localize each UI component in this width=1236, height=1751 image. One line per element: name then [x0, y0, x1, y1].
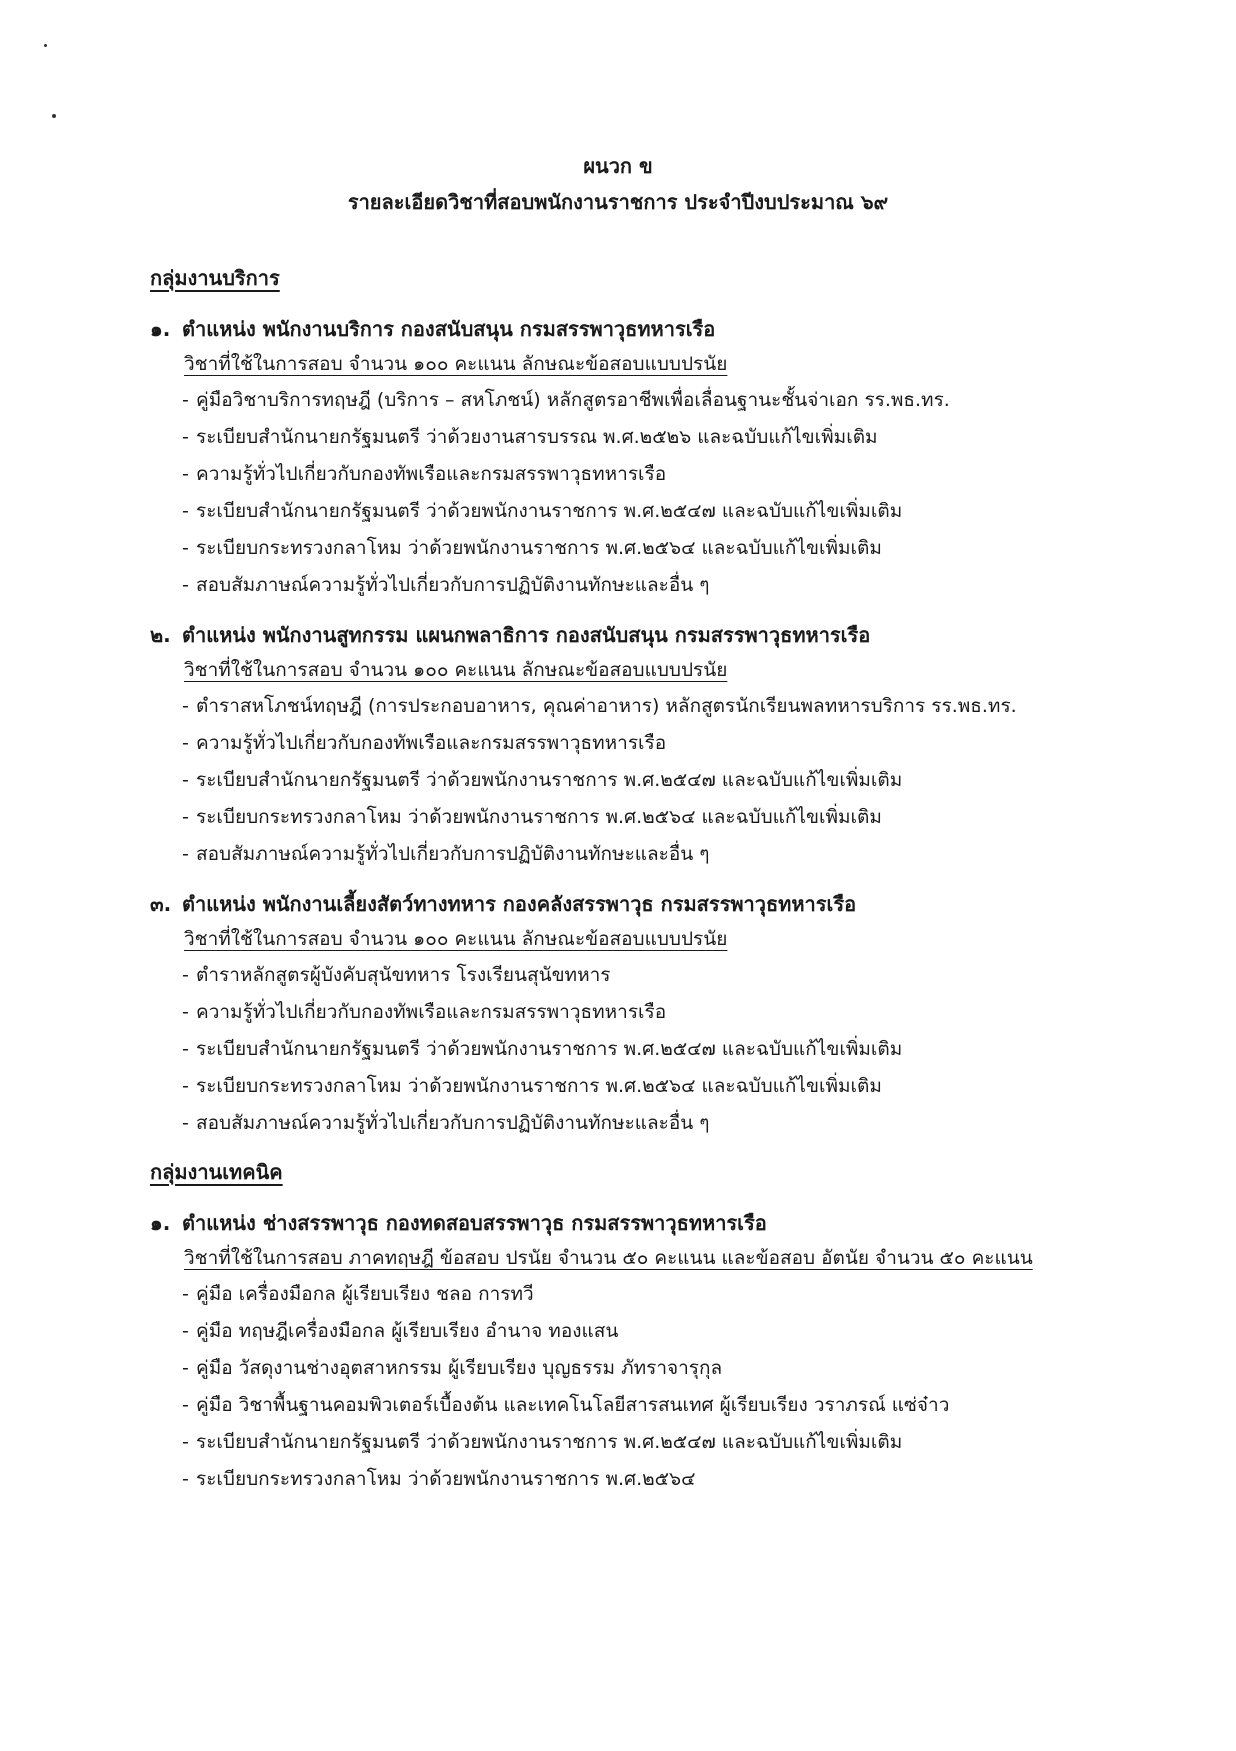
subject-text: ตำราสหโภชน์ทฤษฎี (การประกอบอาหาร, คุณค่าอาหาร) หลักสูตรนักเรียนพลทหารบริการ รร.พธ.ทร.: [196, 695, 1017, 717]
subject-text: ระเบียบสำนักนายกรัฐมนตรี ว่าด้วยพนักงานราชการ พ.ศ.๒๕๔๗ และฉบับแก้ไขเพิ่มเติม: [196, 769, 903, 791]
bullet-dash: -: [182, 1431, 189, 1453]
subject-list: [150, 957, 1190, 1142]
subject-item: [182, 1424, 1190, 1461]
subject-text: ระเบียบกระทรวงกลาโหม ว่าด้วยพนักงานราชการ พ.ศ.๒๕๖๔ และฉบับแก้ไขเพิ่มเติม: [196, 537, 882, 559]
subject-text: คู่มือวิชาบริการทฤษฎี (บริการ – สหโภชน์) หลักสูตรอาชีพเพื่อเลื่อนฐานะชั้นจ่าเอก รร.พธ.ทร.: [196, 389, 950, 411]
subject-item: [182, 799, 1190, 836]
position-block: [150, 312, 1190, 604]
subject-item: [182, 1031, 1190, 1068]
bullet-dash: -: [182, 463, 189, 485]
subject-text: ความรู้ทั่วไปเกี่ยวกับกองทัพเรือและกรมสรรพาวุธทหารเรือ: [196, 732, 667, 754]
bullet-dash: -: [182, 537, 189, 559]
subject-text: ระเบียบกระทรวงกลาโหม ว่าด้วยพนักงานราชการ พ.ศ.๒๕๖๔ และฉบับแก้ไขเพิ่มเติม: [196, 1075, 882, 1097]
bullet-dash: -: [182, 1394, 189, 1416]
bullet-dash: -: [182, 695, 189, 717]
subject-text: ระเบียบสำนักนายกรัฐมนตรี ว่าด้วยพนักงานราชการ พ.ศ.๒๕๔๗ และฉบับแก้ไขเพิ่มเติม: [196, 500, 903, 522]
subject-text: ระเบียบกระทรวงกลาโหม ว่าด้วยพนักงานราชการ พ.ศ.๒๕๖๔: [196, 1468, 696, 1490]
subject-item: [182, 530, 1190, 567]
bullet-dash: -: [182, 1283, 189, 1305]
bullet-dash: -: [182, 732, 189, 754]
subject-item: [182, 382, 1190, 419]
subject-item: [182, 994, 1190, 1031]
main-title: รายละเอียดวิชาที่สอบพนักงานราชการ ประจำปีงบประมาณ ๖๙: [347, 190, 889, 214]
subject-text: ความรู้ทั่วไปเกี่ยวกับกองทัพเรือและกรมสรรพาวุธทหารเรือ: [196, 1001, 667, 1023]
bullet-dash: -: [182, 769, 189, 791]
subject-item: [182, 836, 1190, 873]
scan-speck: [44, 44, 47, 47]
subject-item: [182, 1387, 1190, 1424]
exam-info: วิชาที่ใช้ในการสอบ จำนวน ๑๐๐ คะแนน ลักษณะข้อสอบแบบปรนัย: [184, 928, 728, 950]
subject-item: [182, 1313, 1190, 1350]
subject-item: [182, 762, 1190, 799]
subject-text: คู่มือ วัสดุงานช่างอุตสาหกรรม ผู้เรียบเรียง บุญธรรม ภัทราจารุกุล: [196, 1357, 723, 1379]
subject-list: [150, 1276, 1190, 1498]
subject-item: [182, 456, 1190, 493]
group-section: [150, 262, 1190, 1142]
subject-text: คู่มือ ทฤษฎีเครื่องมือกล ผู้เรียบเรียง อำนาจ ทองแสน: [196, 1320, 619, 1342]
bullet-dash: -: [182, 1075, 189, 1097]
subject-text: ระเบียบกระทรวงกลาโหม ว่าด้วยพนักงานราชการ พ.ศ.๒๕๖๔ และฉบับแก้ไขเพิ่มเติม: [196, 806, 882, 828]
position-title: [150, 887, 1190, 921]
subject-item: [182, 957, 1190, 994]
title-block: [0, 148, 1236, 220]
bullet-dash: -: [182, 426, 189, 448]
bullet-dash: -: [182, 1320, 189, 1342]
exam-info: วิชาที่ใช้ในการสอบ จำนวน ๑๐๐ คะแนน ลักษณะข้อสอบแบบปรนัย: [184, 659, 728, 681]
document-content: [150, 262, 1190, 1512]
subject-item: [182, 725, 1190, 762]
subject-item: [182, 1350, 1190, 1387]
subject-item: [182, 1276, 1190, 1313]
scan-speck: [52, 114, 56, 118]
group-section: [150, 1156, 1190, 1498]
bullet-dash: -: [182, 964, 189, 986]
position-title: [150, 618, 1190, 652]
bullet-dash: -: [182, 806, 189, 828]
subject-text: ความรู้ทั่วไปเกี่ยวกับกองทัพเรือและกรมสรรพาวุธทหารเรือ: [196, 463, 667, 485]
subject-text: ระเบียบสำนักนายกรัฐมนตรี ว่าด้วยพนักงานราชการ พ.ศ.๒๕๔๗ และฉบับแก้ไขเพิ่มเติม: [196, 1038, 903, 1060]
position-block: [150, 1206, 1190, 1498]
annex-title: ผนวก ข: [583, 154, 653, 178]
position-block: [150, 618, 1190, 873]
subject-item: [182, 493, 1190, 530]
position-name: ตำแหน่ง พนักงานเลี้ยงสัตว์ทางทหาร กองคลังสรรพาวุธ กรมสรรพาวุธทหารเรือ: [182, 892, 857, 916]
position-number: ๓.: [150, 892, 172, 916]
subject-text: ตำราหลักสูตรผู้บังคับสุนัขทหาร โรงเรียนสุนัขทหาร: [196, 964, 611, 986]
bullet-dash: -: [182, 574, 189, 596]
bullet-dash: -: [182, 843, 189, 865]
bullet-dash: -: [182, 389, 189, 411]
position-number: ๑.: [150, 317, 171, 341]
group-heading: กลุ่มงานเทคนิค: [150, 1160, 283, 1184]
subject-list: [150, 688, 1190, 873]
bullet-dash: -: [182, 1112, 189, 1134]
subject-text: สอบสัมภาษณ์ความรู้ทั่วไปเกี่ยวกับการปฏิบัติงานทักษะและอื่น ๆ: [196, 843, 710, 865]
subject-text: ระเบียบสำนักนายกรัฐมนตรี ว่าด้วยงานสารบรรณ พ.ศ.๒๕๒๖ และฉบับแก้ไขเพิ่มเติม: [196, 426, 878, 448]
bullet-dash: -: [182, 1357, 189, 1379]
position-name: ตำแหน่ง พนักงานบริการ กองสนับสนุน กรมสรรพาวุธทหารเรือ: [182, 317, 716, 341]
subject-item: [182, 1068, 1190, 1105]
subject-item: [182, 567, 1190, 604]
subject-item: [182, 419, 1190, 456]
exam-info: วิชาที่ใช้ในการสอบ จำนวน ๑๐๐ คะแนน ลักษณะข้อสอบแบบปรนัย: [184, 353, 728, 375]
bullet-dash: -: [182, 1001, 189, 1023]
subject-text: คู่มือ วิชาพื้นฐานคอมพิวเตอร์เบื้องต้น และเทคโนโลยีสารสนเทศ ผู้เรียบเรียง วราภรณ์ แซ่จ๋าว: [196, 1394, 950, 1416]
position-name: ตำแหน่ง พนักงานสูทกรรม แผนกพลาธิการ กองสนับสนุน กรมสรรพาวุธทหารเรือ: [182, 623, 871, 647]
subject-text: สอบสัมภาษณ์ความรู้ทั่วไปเกี่ยวกับการปฏิบัติงานทักษะและอื่น ๆ: [196, 1112, 710, 1134]
position-number: ๑.: [150, 1211, 171, 1235]
bullet-dash: -: [182, 1468, 189, 1490]
position-title: [150, 312, 1190, 346]
subject-list: [150, 382, 1190, 604]
group-heading: กลุ่มงานบริการ: [150, 266, 280, 290]
subject-text: คู่มือ เครื่องมือกล ผู้เรียบเรียง ชลอ การทวี: [196, 1283, 534, 1305]
subject-text: สอบสัมภาษณ์ความรู้ทั่วไปเกี่ยวกับการปฏิบัติงานทักษะและอื่น ๆ: [196, 574, 710, 596]
position-title: [150, 1206, 1190, 1240]
subject-item: [182, 1461, 1190, 1498]
exam-info: วิชาที่ใช้ในการสอบ ภาคทฤษฎี ข้อสอบ ปรนัย จำนวน ๕๐ คะแนน และข้อสอบ อัตนัย จำนวน ๕๐ คะแนน: [184, 1247, 1033, 1269]
position-name: ตำแหน่ง ช่างสรรพาวุธ กองทดสอบสรรพาวุธ กรมสรรพาวุธทหารเรือ: [182, 1211, 767, 1235]
bullet-dash: -: [182, 1038, 189, 1060]
position-block: [150, 887, 1190, 1142]
bullet-dash: -: [182, 500, 189, 522]
subject-text: ระเบียบสำนักนายกรัฐมนตรี ว่าด้วยพนักงานราชการ พ.ศ.๒๕๔๗ และฉบับแก้ไขเพิ่มเติม: [196, 1431, 903, 1453]
position-number: ๒.: [150, 623, 171, 647]
subject-item: [182, 688, 1190, 725]
subject-item: [182, 1105, 1190, 1142]
